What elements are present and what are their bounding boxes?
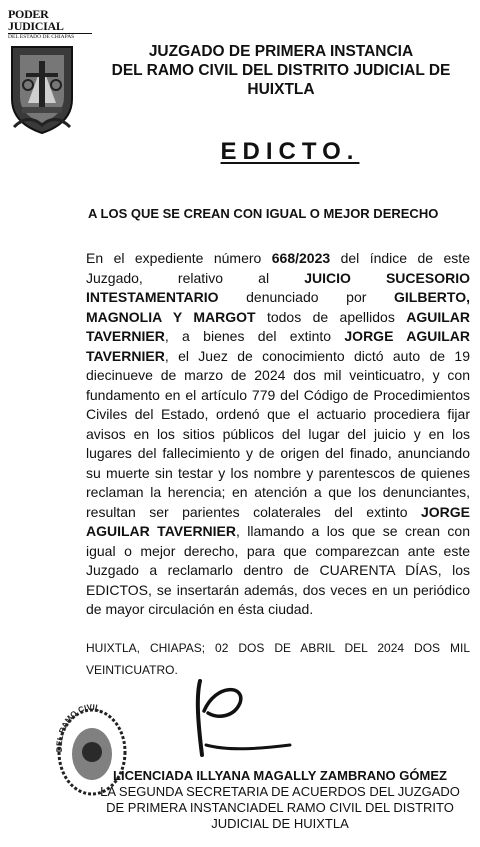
signer-role-1: LA SEGUNDA SECRETARIA DE ACUERDOS DEL JUZGADO xyxy=(100,784,460,799)
body-text-7: , llamando a los que se crean con igual o mejor derecho, para que comparezcan ante este Juzgado a reclamarlo dentro de CUARENTA DÍAS, los EDICTOS, se insertarán además, dos veces en un periódico de mayor circulación en ésta ciudad. xyxy=(86,523,470,617)
claimants-names: GILBERTO, MAGNOLIA Y MARGOT xyxy=(86,289,470,325)
document-title-wrap xyxy=(0,138,480,166)
edict-body xyxy=(86,249,470,620)
poder-judicial-logo xyxy=(8,8,92,135)
court-header-line-1: JUZGADO DE PRIMERA INSTANCIA xyxy=(148,43,414,60)
logo-subtitle: DEL ESTADO DE CHIAPAS xyxy=(8,33,92,41)
deceased-name-2: JORGE AGUILAR TAVERNIER xyxy=(86,503,470,539)
addressee-line: A LOS QUE SE CREAN CON IGUAL O MEJOR DERECHO xyxy=(88,206,439,221)
body-text-1: En el expediente número xyxy=(86,250,272,266)
document-title: EDICTO. xyxy=(220,138,360,165)
body-text-2: del índice de este Juzgado, relativo al xyxy=(86,250,470,286)
signer-role-3: JUDICIAL DE HUIXTLA xyxy=(211,816,349,831)
signature-scribble xyxy=(178,675,298,760)
claimants-surnames: AGUILAR TAVERNIER xyxy=(86,308,470,344)
body-text-5: , a bienes del extinto xyxy=(164,328,345,344)
body-text-3: denunciado por xyxy=(218,289,395,305)
body-text-6: , el Juez de conocimiento dictó auto de 19 diecinueve de marzo de 2024 dos mil veinticuatro, y con fundamento en el artículo 779 del Código de Procedimientos Civiles del Estado, ordenó que el actuario procediera fijar avisos en los sitios públicos del lugar del juicio y en los lugares del fallecimiento y de origen del finado, anunciando su muerte sin testar y los nombre y parentescos de quienes reclaman la herencia; en atención a que los denunciantes, resultan ser parientes colaterales del extinto xyxy=(86,347,470,520)
signer-block xyxy=(80,768,480,832)
trial-type: JUICIO SUCESORIO INTESTAMENTARIO xyxy=(86,269,470,305)
court-header-line-3: HUIXTLA xyxy=(247,81,315,98)
signer-name: LICENCIADA ILLYANA MAGALLY ZAMBRANO GÓMEZ xyxy=(113,768,447,783)
body-text-4: todos de apellidos xyxy=(255,308,407,325)
court-header xyxy=(96,42,466,99)
signer-role-2: DE PRIMERA INSTANCIADEL RAMO CIVIL DEL DISTRITO xyxy=(106,800,454,815)
deceased-name-1: JORGE AGUILAR TAVERNIER xyxy=(86,328,470,364)
coat-of-arms-icon xyxy=(8,43,76,135)
logo-title: PODER JUDICIAL xyxy=(8,7,64,33)
date-line: HUIXTLA, CHIAPAS; 02 DOS DE ABRIL DEL 2024 DOS MIL VEINTICUATRO. xyxy=(86,641,470,677)
case-number: 668/2023 xyxy=(271,250,331,266)
court-header-line-2: DEL RAMO CIVIL DEL DISTRITO JUDICIAL DE xyxy=(111,62,451,79)
seal-text: DEL RAMO CIVIL xyxy=(54,702,101,753)
